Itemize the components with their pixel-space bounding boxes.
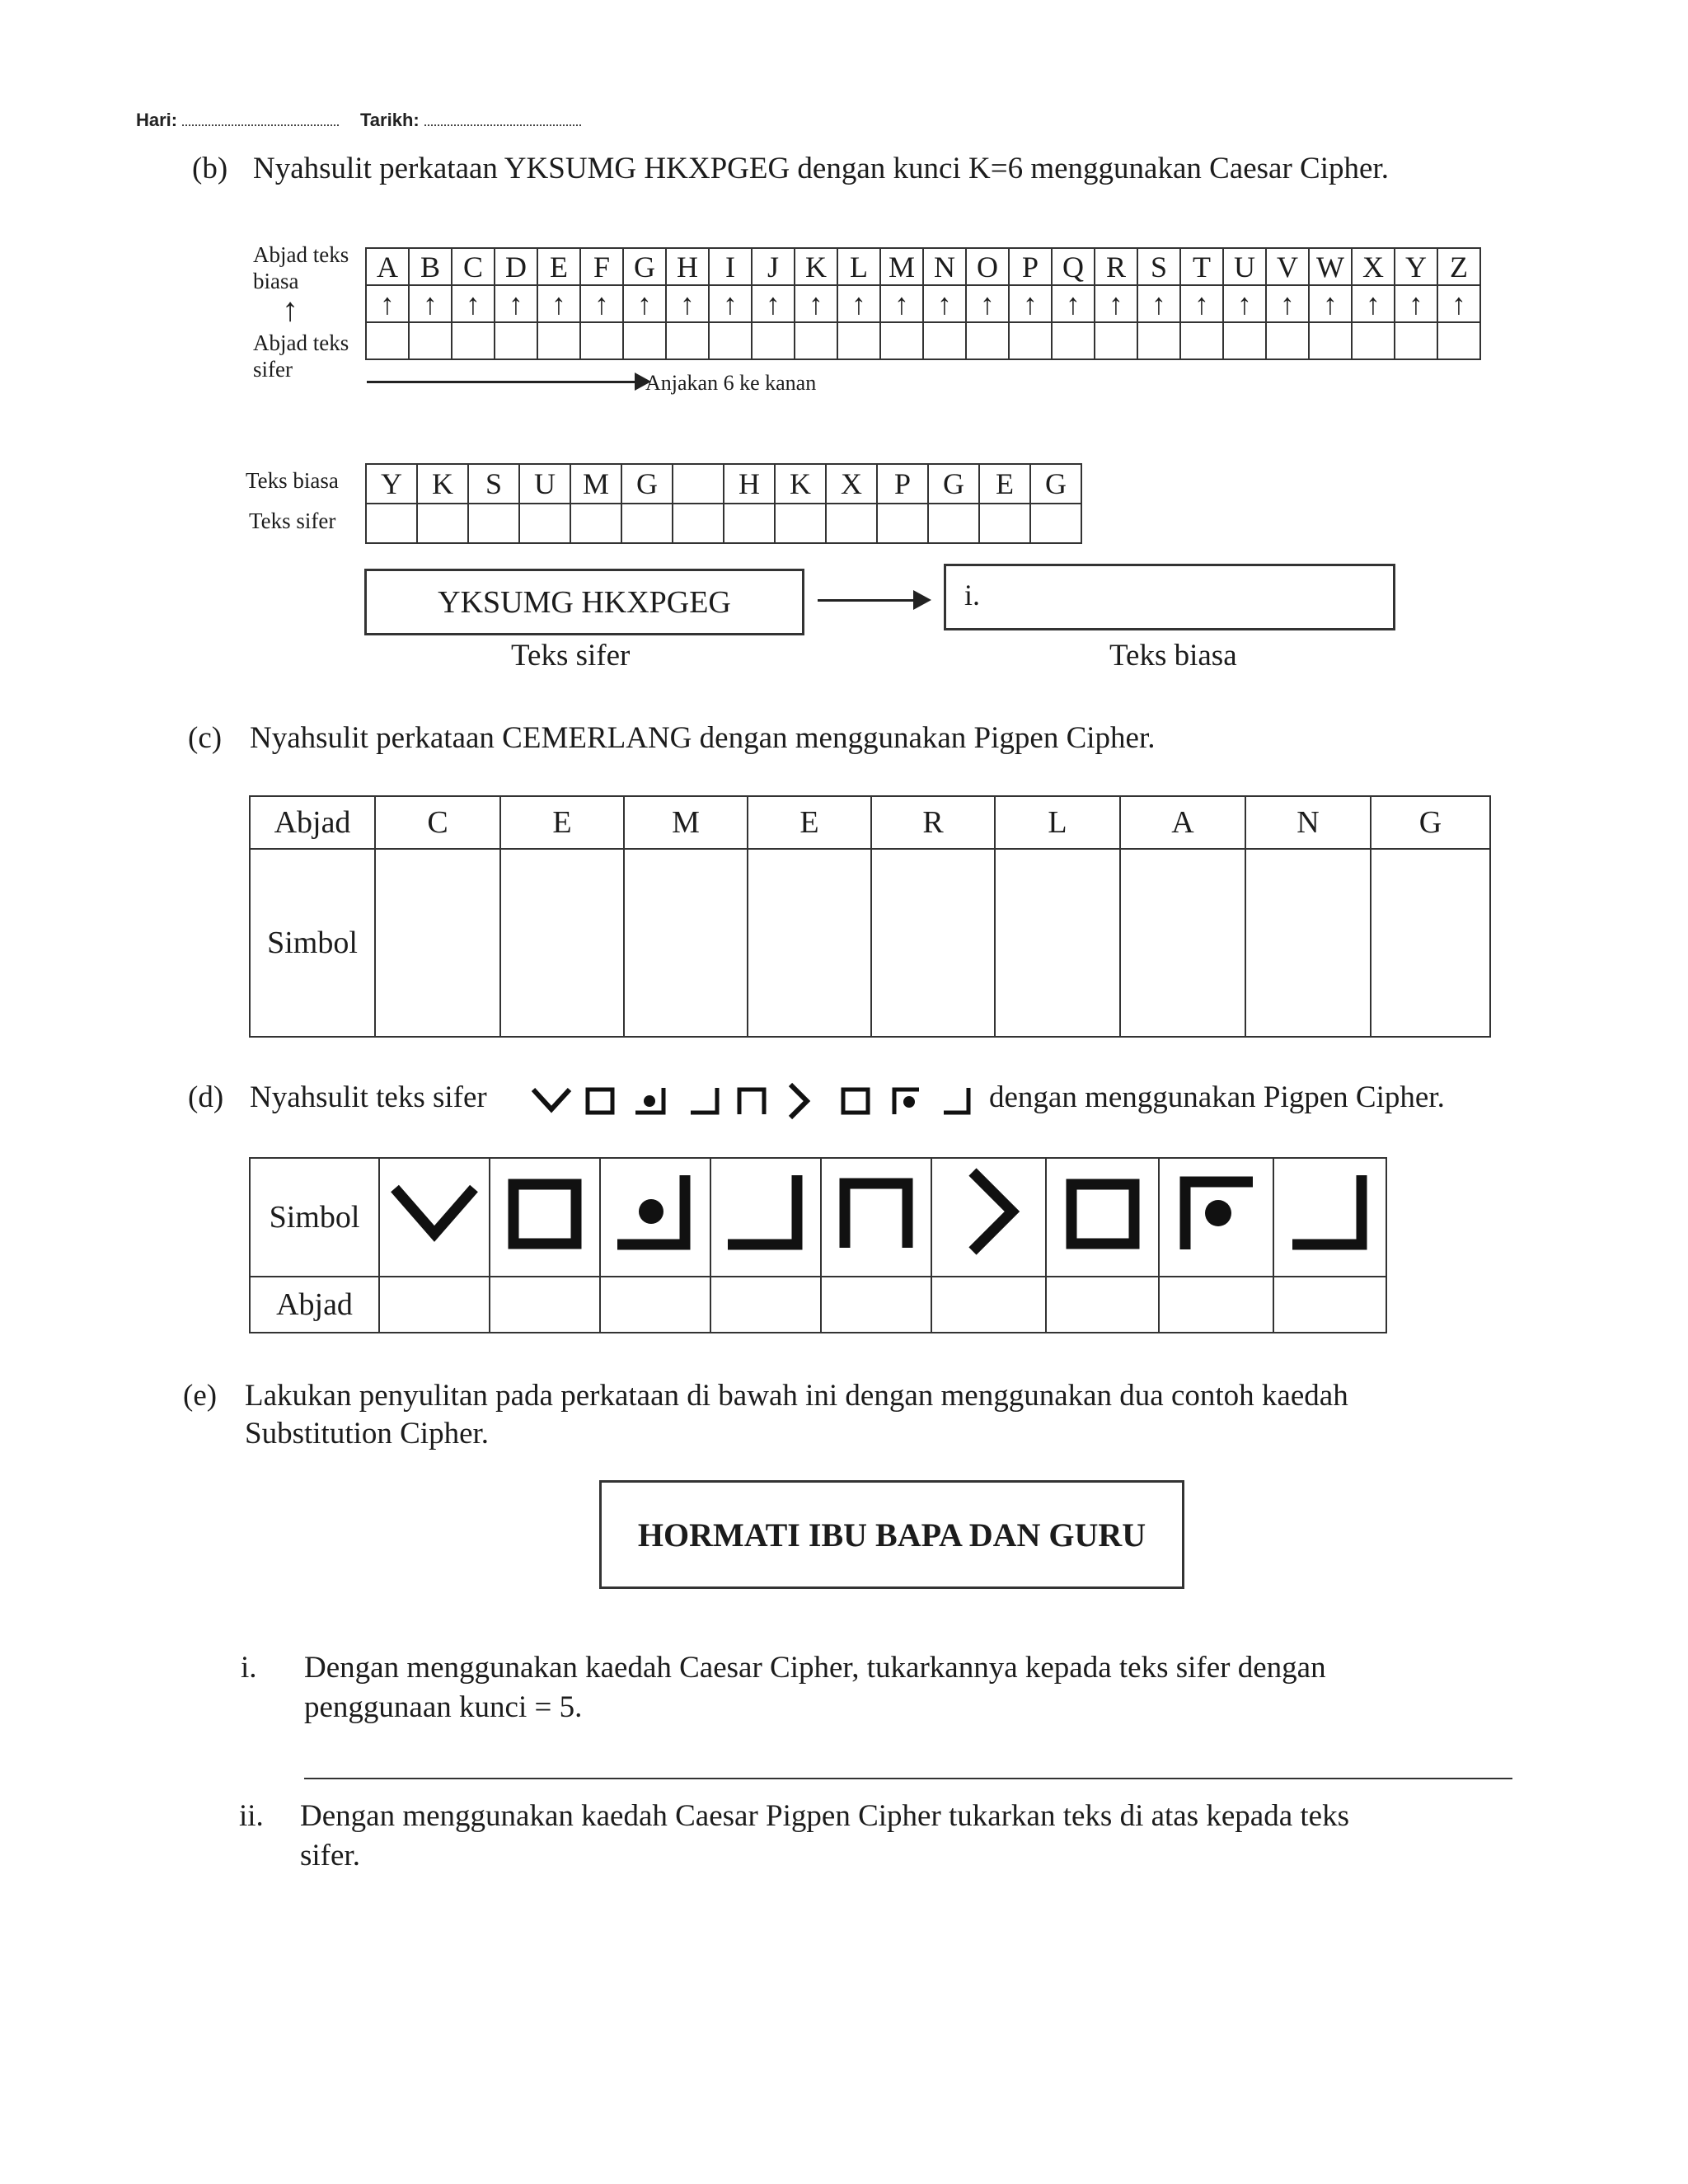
greater-than-icon (940, 1164, 1039, 1263)
alphabet-cell: K (795, 248, 837, 285)
cipher-alphabet-cell[interactable] (623, 322, 666, 359)
alphabet-cell: T (1180, 248, 1223, 285)
pigpen-letter-cell: C (375, 796, 500, 849)
cipher-alphabet-cell[interactable] (366, 322, 409, 359)
cipher-alphabet-cell[interactable] (1180, 322, 1223, 359)
cipher-alphabet-cell[interactable] (409, 322, 452, 359)
n-shape-icon (827, 1164, 926, 1263)
pigpen-symbol-cell[interactable] (871, 849, 995, 1037)
cipher-letter-cell: G (621, 464, 673, 504)
header-hari (136, 110, 339, 131)
inline-n-shape-icon (739, 1090, 764, 1114)
plain-letter-cell[interactable] (724, 504, 775, 543)
pigpen-symbol-cell[interactable] (1371, 849, 1490, 1037)
cipher-letter-cell: P (877, 464, 928, 504)
alphabet-cell: O (966, 248, 1009, 285)
pigpen-letter-cell: G (1371, 796, 1490, 849)
header-tarikh (360, 110, 581, 131)
pigpen-symbol-cell[interactable] (748, 849, 871, 1037)
sub-i-line2: penggunaan kunci = 5. (304, 1690, 583, 1724)
cipher-alphabet-cell[interactable] (452, 322, 495, 359)
cipher-letter-cell: E (979, 464, 1030, 504)
cipher-letter-cell: M (570, 464, 621, 504)
pigpen-letters-row (250, 796, 1490, 849)
alphabet-cell: V (1266, 248, 1309, 285)
up-arrow-icon: ↑ (1180, 285, 1223, 322)
cipher-letter-cell: S (468, 464, 519, 504)
cipher-alphabet-row (366, 322, 1480, 359)
abjad-header: Abjad (250, 796, 375, 849)
pigpen-letter-cell: A (1120, 796, 1245, 849)
conversion-arrow-head-icon (913, 590, 931, 610)
part-e-question-line2: Substitution Cipher. (245, 1417, 490, 1451)
up-arrow-icon: ↑ (1437, 285, 1480, 322)
alphabet-cell: X (1352, 248, 1395, 285)
caesar-alphabet-table (365, 247, 1481, 360)
shift-label: Anjakan 6 ke kanan (645, 371, 817, 395)
cipher-letter-cell: H (724, 464, 775, 504)
plain-letter-cell[interactable] (979, 504, 1030, 543)
decode-letter-cell[interactable] (1159, 1277, 1273, 1333)
alphabet-cell: I (709, 248, 752, 285)
abjad-row-header: Abjad (250, 1277, 379, 1333)
bottom-right-corner-icon (716, 1164, 815, 1263)
up-arrow-icon: ↑ (537, 285, 580, 322)
pigpen-encode-table (249, 795, 1491, 1038)
up-arrow-icon: ↑ (1095, 285, 1137, 322)
alphabet-row (366, 248, 1480, 285)
cipher-letter-cell: K (417, 464, 468, 504)
answer-label-i: i. (964, 579, 981, 612)
cipher-alphabet-cell[interactable] (1266, 322, 1309, 359)
simbol-header: Simbol (250, 849, 375, 1037)
decode-symbol-cell (931, 1158, 1046, 1277)
alphabet-cell: H (666, 248, 709, 285)
decode-letter-cell[interactable] (931, 1277, 1046, 1333)
up-arrow-icon: ↑ (880, 285, 923, 322)
cipher-letters-row (366, 464, 1081, 504)
inline-dot-corner-icon (635, 1088, 663, 1113)
label-abjad-teks-biasa: Abjad teks biasa (253, 242, 349, 293)
cipher-alphabet-cell[interactable] (1095, 322, 1137, 359)
alphabet-cell: B (409, 248, 452, 285)
pigpen-symbol-cell[interactable] (995, 849, 1120, 1037)
cipher-alphabet-cell[interactable] (880, 322, 923, 359)
decode-letter-cell[interactable] (821, 1277, 931, 1333)
pigpen-symbols-row (250, 849, 1490, 1037)
up-arrow-icon: ↑ (966, 285, 1009, 322)
up-arrow-icon: ↑ (1395, 285, 1437, 322)
pigpen-letter-cell: E (748, 796, 871, 849)
alphabet-cell: J (752, 248, 795, 285)
pigpen-letter-cell: R (871, 796, 995, 849)
up-arrow-icon: ↑ (1266, 285, 1309, 322)
cipher-alphabet-cell[interactable] (923, 322, 966, 359)
alphabet-cell: M (880, 248, 923, 285)
dot-top-left-corner-icon (1167, 1164, 1266, 1263)
part-d-question-end: dengan menggunakan Pigpen Cipher. (989, 1080, 1445, 1114)
conversion-arrow-line (818, 599, 917, 602)
decode-symbol-cell (490, 1158, 600, 1277)
bottom-right-corner-icon (1281, 1164, 1380, 1263)
up-arrow-icon: ↑ (709, 285, 752, 322)
decode-symbol-cell (1273, 1158, 1386, 1277)
sub-ii-line1: Dengan menggunakan kaedah Caesar Pigpen Cipher tukarkan teks di atas kepada teks (300, 1799, 1349, 1833)
cipher-alphabet-cell[interactable] (580, 322, 623, 359)
pigpen-symbol-cell[interactable] (1120, 849, 1245, 1037)
part-e-question-line1: Lakukan penyulitan pada perkataan di bawah ini dengan menggunakan dua contoh kaedah (245, 1379, 1348, 1413)
plain-letter-cell[interactable] (468, 504, 519, 543)
cipher-alphabet-cell[interactable] (795, 322, 837, 359)
cipher-letter-cell: G (1030, 464, 1081, 504)
cipher-word-table (365, 463, 1082, 544)
cipher-alphabet-cell[interactable] (1352, 322, 1395, 359)
part-b-question: Nyahsulit perkataan YKSUMG HKXPGEG dengan kunci K=6 menggunakan Caesar Cipher. (253, 152, 1389, 185)
alphabet-cell: W (1309, 248, 1352, 285)
up-arrow-icon: ↑ (452, 285, 495, 322)
cipher-alphabet-cell[interactable] (1052, 322, 1095, 359)
alphabet-cell: D (495, 248, 537, 285)
cipher-alphabet-cell[interactable] (1437, 322, 1480, 359)
cipher-alphabet-cell[interactable] (1009, 322, 1052, 359)
sub-ii-label: ii. (239, 1799, 264, 1833)
pigpen-letter-cell: N (1245, 796, 1371, 849)
part-b-label: (b) (192, 152, 228, 185)
simbol-row-header: Simbol (250, 1158, 379, 1277)
plain-answer-box[interactable] (944, 564, 1395, 630)
cipher-letter-cell: Y (366, 464, 417, 504)
plain-letter-cell[interactable] (366, 504, 417, 543)
cipher-text-box (364, 569, 804, 635)
plain-letter-cell[interactable] (417, 504, 468, 543)
cipher-letter-cell: X (826, 464, 877, 504)
alphabet-cell: Y (1395, 248, 1437, 285)
inline-corner-icon-2 (944, 1088, 968, 1113)
decode-symbol-cell (821, 1158, 931, 1277)
hari-dotted-line (182, 124, 339, 126)
inline-dot-top-corner-icon (894, 1090, 919, 1114)
up-arrow-icon: ↑ (1352, 285, 1395, 322)
decode-letters-row (250, 1277, 1386, 1333)
up-arrow-icon: ↑ (923, 285, 966, 322)
decode-symbol-cell (379, 1158, 490, 1277)
part-c-label: (c) (188, 721, 223, 755)
up-arrow-icon: ↑ (1309, 285, 1352, 322)
up-arrow-icon: ↑ (666, 285, 709, 322)
cipher-alphabet-cell[interactable] (666, 322, 709, 359)
cipher-alphabet-cell[interactable] (709, 322, 752, 359)
caption-teks-biasa: Teks biasa (1109, 639, 1237, 673)
sub-i-label: i. (241, 1651, 257, 1685)
up-arrow-icon: ↑ (1223, 285, 1266, 322)
tarikh-label: Tarikh: (360, 110, 420, 130)
alphabet-cell: A (366, 248, 409, 285)
cipher-letter-cell: U (519, 464, 570, 504)
plain-letter-cell[interactable] (928, 504, 979, 543)
arrow-row (366, 285, 1480, 322)
decode-letter-cell[interactable] (490, 1277, 600, 1333)
v-shape-icon (385, 1164, 484, 1263)
plain-letter-cell[interactable] (673, 504, 724, 543)
decode-letter-cell[interactable] (600, 1277, 710, 1333)
up-arrow-icon: ↑ (795, 285, 837, 322)
inline-greater-than-icon (790, 1085, 807, 1118)
pigpen-letter-cell: E (500, 796, 624, 849)
inline-corner-icon (691, 1088, 717, 1113)
inline-v-shape-icon (533, 1090, 570, 1109)
decode-symbol-cell (710, 1158, 821, 1277)
cipher-letter-cell (673, 464, 724, 504)
inline-square-icon (588, 1090, 612, 1113)
sub-ii-line2: sifer. (300, 1839, 360, 1872)
shift-arrow-line (367, 381, 639, 383)
pigpen-symbol-cell[interactable] (1245, 849, 1371, 1037)
alphabet-cell: R (1095, 248, 1137, 285)
cipher-alphabet-cell[interactable] (966, 322, 1009, 359)
answer-line[interactable] (304, 1778, 1512, 1779)
plain-letter-cell[interactable] (519, 504, 570, 543)
cipher-letter-cell: G (928, 464, 979, 504)
cipher-alphabet-cell[interactable] (837, 322, 880, 359)
alphabet-cell: N (923, 248, 966, 285)
plain-letter-cell[interactable] (877, 504, 928, 543)
cipher-alphabet-cell[interactable] (1309, 322, 1352, 359)
pigpen-letter-cell: M (624, 796, 748, 849)
decode-letter-cell[interactable] (379, 1277, 490, 1333)
alphabet-cell: G (623, 248, 666, 285)
plain-letter-cell[interactable] (621, 504, 673, 543)
cipher-alphabet-cell[interactable] (495, 322, 537, 359)
decode-letter-cell[interactable] (1046, 1277, 1159, 1333)
plaintext-value: HORMATI IBU BAPA DAN GURU (637, 1516, 1146, 1554)
square-icon (495, 1164, 594, 1263)
part-e-label: (e) (183, 1379, 218, 1413)
decode-symbols-row (250, 1158, 1386, 1277)
square-icon (1053, 1164, 1152, 1263)
label-teks-sifer: Teks sifer (249, 509, 336, 533)
plain-letter-cell[interactable] (826, 504, 877, 543)
decode-symbol-cell (1046, 1158, 1159, 1277)
plain-letter-cell[interactable] (1030, 504, 1081, 543)
hari-label: Hari: (136, 110, 178, 130)
up-arrow-icon: ↑ (1052, 285, 1095, 322)
sub-i-line1: Dengan menggunakan kaedah Caesar Cipher, tukarkannya kepada teks sifer dengan (304, 1651, 1326, 1685)
cipher-alphabet-cell[interactable] (1137, 322, 1180, 359)
up-arrow-icon: ↑ (282, 291, 298, 328)
cipher-letter-cell: K (775, 464, 826, 504)
decode-symbol-cell (1159, 1158, 1273, 1277)
up-arrow-icon: ↑ (1137, 285, 1180, 322)
up-arrow-icon: ↑ (837, 285, 880, 322)
up-arrow-icon: ↑ (366, 285, 409, 322)
plain-letter-cell[interactable] (775, 504, 826, 543)
alphabet-cell: L (837, 248, 880, 285)
up-arrow-icon: ↑ (1009, 285, 1052, 322)
tarikh-dotted-line (424, 124, 581, 126)
decode-letter-cell[interactable] (1273, 1277, 1386, 1333)
label-abjad-teks-sifer: Abjad teks sifer (253, 330, 349, 382)
plaintext-box (599, 1480, 1184, 1589)
alphabet-cell: Z (1437, 248, 1480, 285)
pigpen-letter-cell: L (995, 796, 1120, 849)
part-c-question: Nyahsulit perkataan CEMERLANG dengan menggunakan Pigpen Cipher. (250, 721, 1156, 755)
cipher-alphabet-cell[interactable] (1223, 322, 1266, 359)
plain-answer-row (366, 504, 1081, 543)
up-arrow-icon: ↑ (495, 285, 537, 322)
pigpen-symbol-cell[interactable] (375, 849, 500, 1037)
up-arrow-icon: ↑ (580, 285, 623, 322)
pigpen-decode-table (249, 1157, 1387, 1333)
alphabet-cell: P (1009, 248, 1052, 285)
alphabet-cell: E (537, 248, 580, 285)
decode-letter-cell[interactable] (710, 1277, 821, 1333)
pigpen-symbol-cell[interactable] (624, 849, 748, 1037)
alphabet-cell: F (580, 248, 623, 285)
plain-letter-cell[interactable] (570, 504, 621, 543)
label-teks-biasa: Teks biasa (246, 468, 339, 493)
alphabet-cell: C (452, 248, 495, 285)
cipher-alphabet-cell[interactable] (752, 322, 795, 359)
pigpen-symbol-cell[interactable] (500, 849, 624, 1037)
part-d-question-start: Nyahsulit teks sifer (250, 1080, 487, 1114)
alphabet-cell: S (1137, 248, 1180, 285)
alphabet-cell: Q (1052, 248, 1095, 285)
cipher-alphabet-cell[interactable] (1395, 322, 1437, 359)
up-arrow-icon: ↑ (752, 285, 795, 322)
caption-teks-sifer: Teks sifer (511, 639, 631, 673)
dot-bottom-right-corner-icon (606, 1164, 705, 1263)
up-arrow-icon: ↑ (623, 285, 666, 322)
part-d-label: (d) (188, 1080, 224, 1114)
inline-square-icon-2 (843, 1090, 868, 1113)
up-arrow-icon: ↑ (409, 285, 452, 322)
decode-symbol-cell (600, 1158, 710, 1277)
inline-cipher-symbols (532, 1080, 977, 1121)
cipher-alphabet-cell[interactable] (537, 322, 580, 359)
cipher-text-value: YKSUMG HKXPGEG (438, 584, 731, 620)
alphabet-cell: U (1223, 248, 1266, 285)
